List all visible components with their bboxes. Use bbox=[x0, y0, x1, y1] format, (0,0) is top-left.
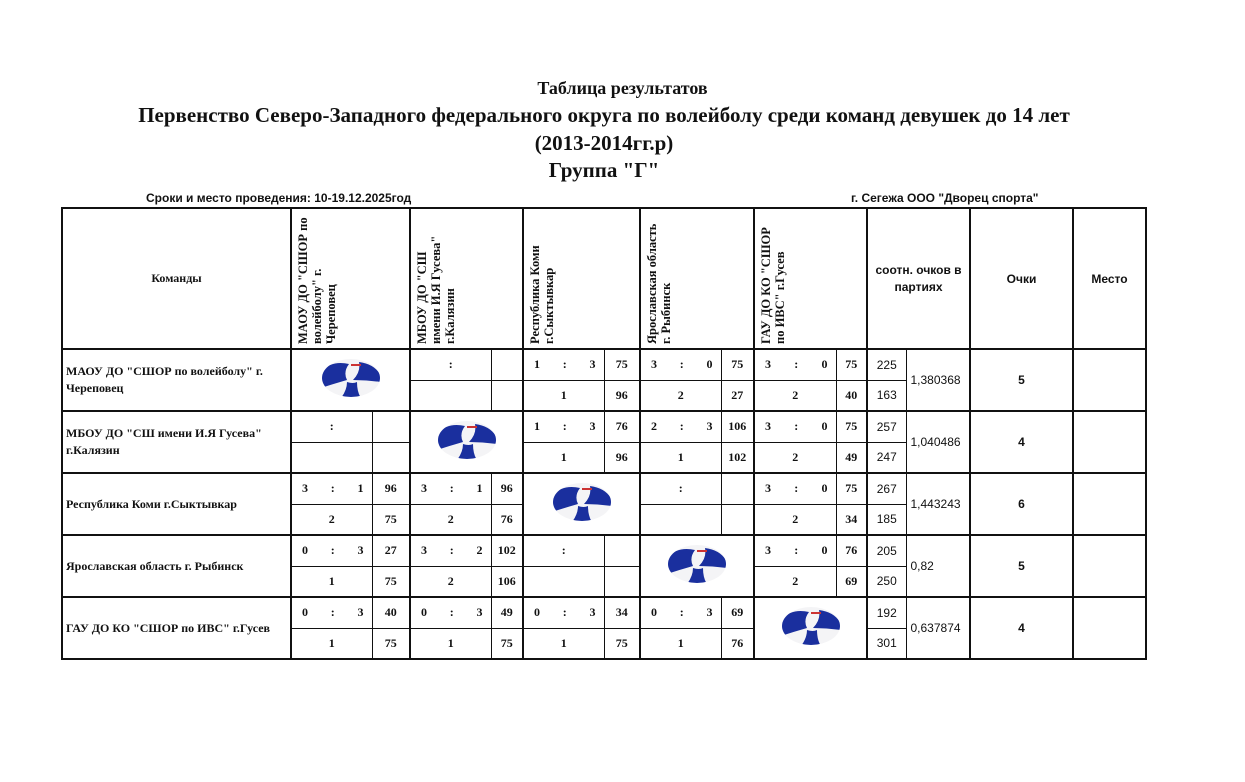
sets-won: 3 bbox=[765, 481, 771, 496]
total-scored: 205 bbox=[867, 535, 906, 566]
points-for: 96 bbox=[372, 473, 410, 504]
match-score bbox=[523, 597, 604, 628]
sets-lost: 0 bbox=[821, 481, 828, 496]
points-for: 27 bbox=[372, 535, 410, 566]
match-score bbox=[291, 535, 372, 566]
team-name: МАОУ ДО "СШОР по волейболу" г. Череповец bbox=[62, 349, 291, 411]
match-score bbox=[523, 411, 604, 442]
points-against: 76 bbox=[721, 628, 754, 659]
sets-won: 3 bbox=[765, 419, 771, 434]
total-conceded: 247 bbox=[867, 442, 906, 473]
match-points bbox=[291, 442, 372, 473]
match-points bbox=[410, 380, 491, 411]
points-against: 75 bbox=[372, 628, 410, 659]
table-row bbox=[62, 597, 1146, 628]
score-separator: : bbox=[678, 481, 683, 496]
points-against: 102 bbox=[721, 442, 754, 473]
match-points: 1 bbox=[523, 380, 604, 411]
standing-points: 4 bbox=[970, 597, 1073, 659]
sets-won: 0 bbox=[534, 605, 540, 620]
score-separator: : bbox=[679, 357, 684, 372]
sets-won: 3 bbox=[421, 543, 427, 558]
score-separator: : bbox=[794, 419, 799, 434]
points-for: 102 bbox=[491, 535, 523, 566]
points-against: 76 bbox=[491, 504, 523, 535]
self-match-cell bbox=[291, 349, 410, 411]
match-points: 2 bbox=[754, 380, 836, 411]
match-points: 2 bbox=[410, 504, 491, 535]
match-score bbox=[640, 411, 721, 442]
points-against: 34 bbox=[836, 504, 867, 535]
match-score bbox=[410, 597, 491, 628]
self-match-cell bbox=[523, 473, 640, 535]
points-against bbox=[491, 380, 523, 411]
sets-lost: 0 bbox=[821, 543, 828, 558]
match-score bbox=[410, 349, 491, 380]
table-row bbox=[62, 349, 1146, 380]
standing-points: 5 bbox=[970, 349, 1073, 411]
self-match-cell bbox=[640, 535, 754, 597]
points-for: 76 bbox=[604, 411, 640, 442]
match-points: 1 bbox=[291, 566, 372, 597]
total-conceded: 185 bbox=[867, 504, 906, 535]
points-against: 96 bbox=[604, 442, 640, 473]
match-score bbox=[410, 535, 491, 566]
team-name: МБОУ ДО "СШ имени И.Я Гусева" г.Калязин bbox=[62, 411, 291, 473]
sets-won: 0 bbox=[421, 605, 427, 620]
header-row bbox=[62, 208, 1146, 349]
match-points: 1 bbox=[640, 442, 721, 473]
points-for: 76 bbox=[836, 535, 867, 566]
points-for: 75 bbox=[836, 473, 867, 504]
score-separator: : bbox=[562, 419, 567, 434]
score-separator: : bbox=[330, 605, 335, 620]
place bbox=[1073, 349, 1146, 411]
match-score bbox=[291, 411, 372, 442]
points-ratio: 1,443243 bbox=[906, 473, 970, 535]
points-for bbox=[721, 473, 754, 504]
table-row bbox=[62, 473, 1146, 504]
header-opponent bbox=[410, 208, 523, 349]
points-ratio: 1,040486 bbox=[906, 411, 970, 473]
volleyball-icon bbox=[552, 482, 612, 522]
sets-lost: 3 bbox=[589, 357, 596, 372]
match-points: 1 bbox=[523, 628, 604, 659]
table-row bbox=[62, 411, 1146, 442]
place bbox=[1073, 411, 1146, 473]
header-opponent-label: ГАУ ДО КО "СШОР по ИВС" г.Гусев bbox=[759, 226, 787, 344]
points-against: 69 bbox=[836, 566, 867, 597]
team-name: Республика Коми г.Сыктывкар bbox=[62, 473, 291, 535]
table-row bbox=[62, 535, 1146, 566]
header-ratio: соотн. очков в партиях bbox=[867, 208, 970, 349]
sets-won: 1 bbox=[534, 357, 540, 372]
match-score bbox=[754, 473, 836, 504]
match-score bbox=[523, 535, 604, 566]
sets-lost: 3 bbox=[476, 605, 483, 620]
score-separator: : bbox=[794, 357, 799, 372]
sets-won: 3 bbox=[421, 481, 427, 496]
team-name: ГАУ ДО КО "СШОР по ИВС" г.Гусев bbox=[62, 597, 291, 659]
sets-won: 0 bbox=[302, 543, 308, 558]
sets-lost: 3 bbox=[706, 605, 713, 620]
sets-won: 3 bbox=[302, 481, 308, 496]
score-separator: : bbox=[562, 357, 567, 372]
match-score bbox=[754, 535, 836, 566]
header-teams: Команды bbox=[62, 208, 291, 349]
match-score bbox=[291, 597, 372, 628]
results-table bbox=[61, 207, 1147, 660]
document-title: Таблица результатов bbox=[537, 78, 708, 98]
volleyball-icon bbox=[781, 606, 841, 646]
header-opponent-label: Республика Коми г.Сыктывкар bbox=[528, 244, 556, 344]
points-against: 75 bbox=[491, 628, 523, 659]
points-for: 75 bbox=[836, 349, 867, 380]
sets-lost: 0 bbox=[821, 357, 828, 372]
points-ratio: 0,637874 bbox=[906, 597, 970, 659]
sets-won: 3 bbox=[651, 357, 657, 372]
standing-points: 4 bbox=[970, 411, 1073, 473]
points-against: 49 bbox=[836, 442, 867, 473]
header-opponent-label: МБОУ ДО "СШ имени И.Я Гусева" г.Калязин bbox=[415, 235, 457, 344]
match-points: 2 bbox=[754, 504, 836, 535]
points-for: 49 bbox=[491, 597, 523, 628]
points-for: 34 bbox=[604, 597, 640, 628]
match-score bbox=[754, 349, 836, 380]
header-opponent-label: Ярославская область г. Рыбинск bbox=[645, 223, 673, 344]
score-separator: : bbox=[794, 481, 799, 496]
match-score bbox=[523, 349, 604, 380]
total-conceded: 250 bbox=[867, 566, 906, 597]
points-against: 96 bbox=[604, 380, 640, 411]
sets-won: 0 bbox=[302, 605, 308, 620]
points-against: 75 bbox=[372, 566, 410, 597]
points-against bbox=[372, 442, 410, 473]
score-separator: : bbox=[679, 605, 684, 620]
venue-label: г. Сегежа ООО "Дворец спорта" bbox=[851, 191, 1039, 205]
header-points: Очки bbox=[970, 208, 1073, 349]
score-separator: : bbox=[794, 543, 799, 558]
sets-won: 2 bbox=[651, 419, 657, 434]
sets-lost: 3 bbox=[357, 543, 364, 558]
match-points: 2 bbox=[291, 504, 372, 535]
points-against: 106 bbox=[491, 566, 523, 597]
points-for bbox=[372, 411, 410, 442]
match-points bbox=[523, 566, 604, 597]
sets-won: 3 bbox=[765, 543, 771, 558]
score-separator: : bbox=[561, 543, 566, 558]
standing-points: 5 bbox=[970, 535, 1073, 597]
score-separator: : bbox=[449, 605, 454, 620]
sets-won: 0 bbox=[651, 605, 657, 620]
score-separator: : bbox=[330, 543, 335, 558]
match-points: 1 bbox=[291, 628, 372, 659]
points-against bbox=[604, 566, 640, 597]
score-separator: : bbox=[329, 419, 334, 434]
match-score bbox=[291, 473, 372, 504]
self-match-cell bbox=[410, 411, 523, 473]
match-points bbox=[640, 504, 721, 535]
score-separator: : bbox=[449, 481, 454, 496]
standing-points: 6 bbox=[970, 473, 1073, 535]
points-for: 75 bbox=[836, 411, 867, 442]
header-opponent bbox=[523, 208, 640, 349]
volleyball-icon bbox=[321, 358, 381, 398]
points-for: 75 bbox=[604, 349, 640, 380]
birth-years: (2013-2014гг.р) bbox=[534, 131, 674, 155]
score-separator: : bbox=[679, 419, 684, 434]
sets-lost: 0 bbox=[821, 419, 828, 434]
match-score bbox=[754, 411, 836, 442]
sets-lost: 2 bbox=[476, 543, 483, 558]
score-separator: : bbox=[562, 605, 567, 620]
header-opponent bbox=[754, 208, 867, 349]
match-score bbox=[640, 597, 721, 628]
match-points: 2 bbox=[754, 442, 836, 473]
place bbox=[1073, 473, 1146, 535]
total-scored: 267 bbox=[867, 473, 906, 504]
sets-lost: 3 bbox=[589, 605, 596, 620]
place bbox=[1073, 535, 1146, 597]
score-separator: : bbox=[449, 543, 454, 558]
header-opponent bbox=[640, 208, 754, 349]
sets-won: 1 bbox=[534, 419, 540, 434]
points-for: 75 bbox=[721, 349, 754, 380]
self-match-cell bbox=[754, 597, 867, 659]
points-against: 40 bbox=[836, 380, 867, 411]
team-name: Ярославская область г. Рыбинск bbox=[62, 535, 291, 597]
group-title: Группа "Г" bbox=[548, 158, 660, 182]
sets-lost: 3 bbox=[357, 605, 364, 620]
volleyball-icon bbox=[667, 544, 727, 584]
points-ratio: 0,82 bbox=[906, 535, 970, 597]
points-against: 27 bbox=[721, 380, 754, 411]
match-points: 1 bbox=[523, 442, 604, 473]
sets-lost: 1 bbox=[357, 481, 364, 496]
points-for: 106 bbox=[721, 411, 754, 442]
match-score bbox=[640, 349, 721, 380]
match-points: 1 bbox=[640, 628, 721, 659]
header-opponent bbox=[291, 208, 410, 349]
volleyball-icon bbox=[437, 420, 497, 460]
sets-lost: 1 bbox=[476, 481, 483, 496]
match-score bbox=[640, 473, 721, 504]
match-points: 2 bbox=[640, 380, 721, 411]
dates-label: Сроки и место проведения: 10-19.12.2025год bbox=[146, 191, 412, 205]
total-scored: 257 bbox=[867, 411, 906, 442]
points-for bbox=[604, 535, 640, 566]
points-for: 40 bbox=[372, 597, 410, 628]
points-against bbox=[721, 504, 754, 535]
match-points: 1 bbox=[410, 628, 491, 659]
match-points: 2 bbox=[410, 566, 491, 597]
match-points: 2 bbox=[754, 566, 836, 597]
points-against: 75 bbox=[604, 628, 640, 659]
points-for: 96 bbox=[491, 473, 523, 504]
points-ratio: 1,380368 bbox=[906, 349, 970, 411]
total-scored: 192 bbox=[867, 597, 906, 628]
score-separator: : bbox=[448, 357, 453, 372]
total-scored: 225 bbox=[867, 349, 906, 380]
total-conceded: 301 bbox=[867, 628, 906, 659]
sets-lost: 3 bbox=[706, 419, 713, 434]
points-for: 69 bbox=[721, 597, 754, 628]
sets-lost: 0 bbox=[706, 357, 713, 372]
match-score bbox=[410, 473, 491, 504]
place bbox=[1073, 597, 1146, 659]
score-separator: : bbox=[330, 481, 335, 496]
points-for bbox=[491, 349, 523, 380]
total-conceded: 163 bbox=[867, 380, 906, 411]
sets-lost: 3 bbox=[589, 419, 596, 434]
points-against: 75 bbox=[372, 504, 410, 535]
header-place: Место bbox=[1073, 208, 1146, 349]
sets-won: 3 bbox=[765, 357, 771, 372]
competition-title: Первенство Северо-Западного федерального округа по волейболу среди команд девушек до 14 лет bbox=[138, 103, 1070, 127]
header-opponent-label: МАОУ ДО "СШОР по волейболу" г. Череповец bbox=[296, 216, 338, 344]
